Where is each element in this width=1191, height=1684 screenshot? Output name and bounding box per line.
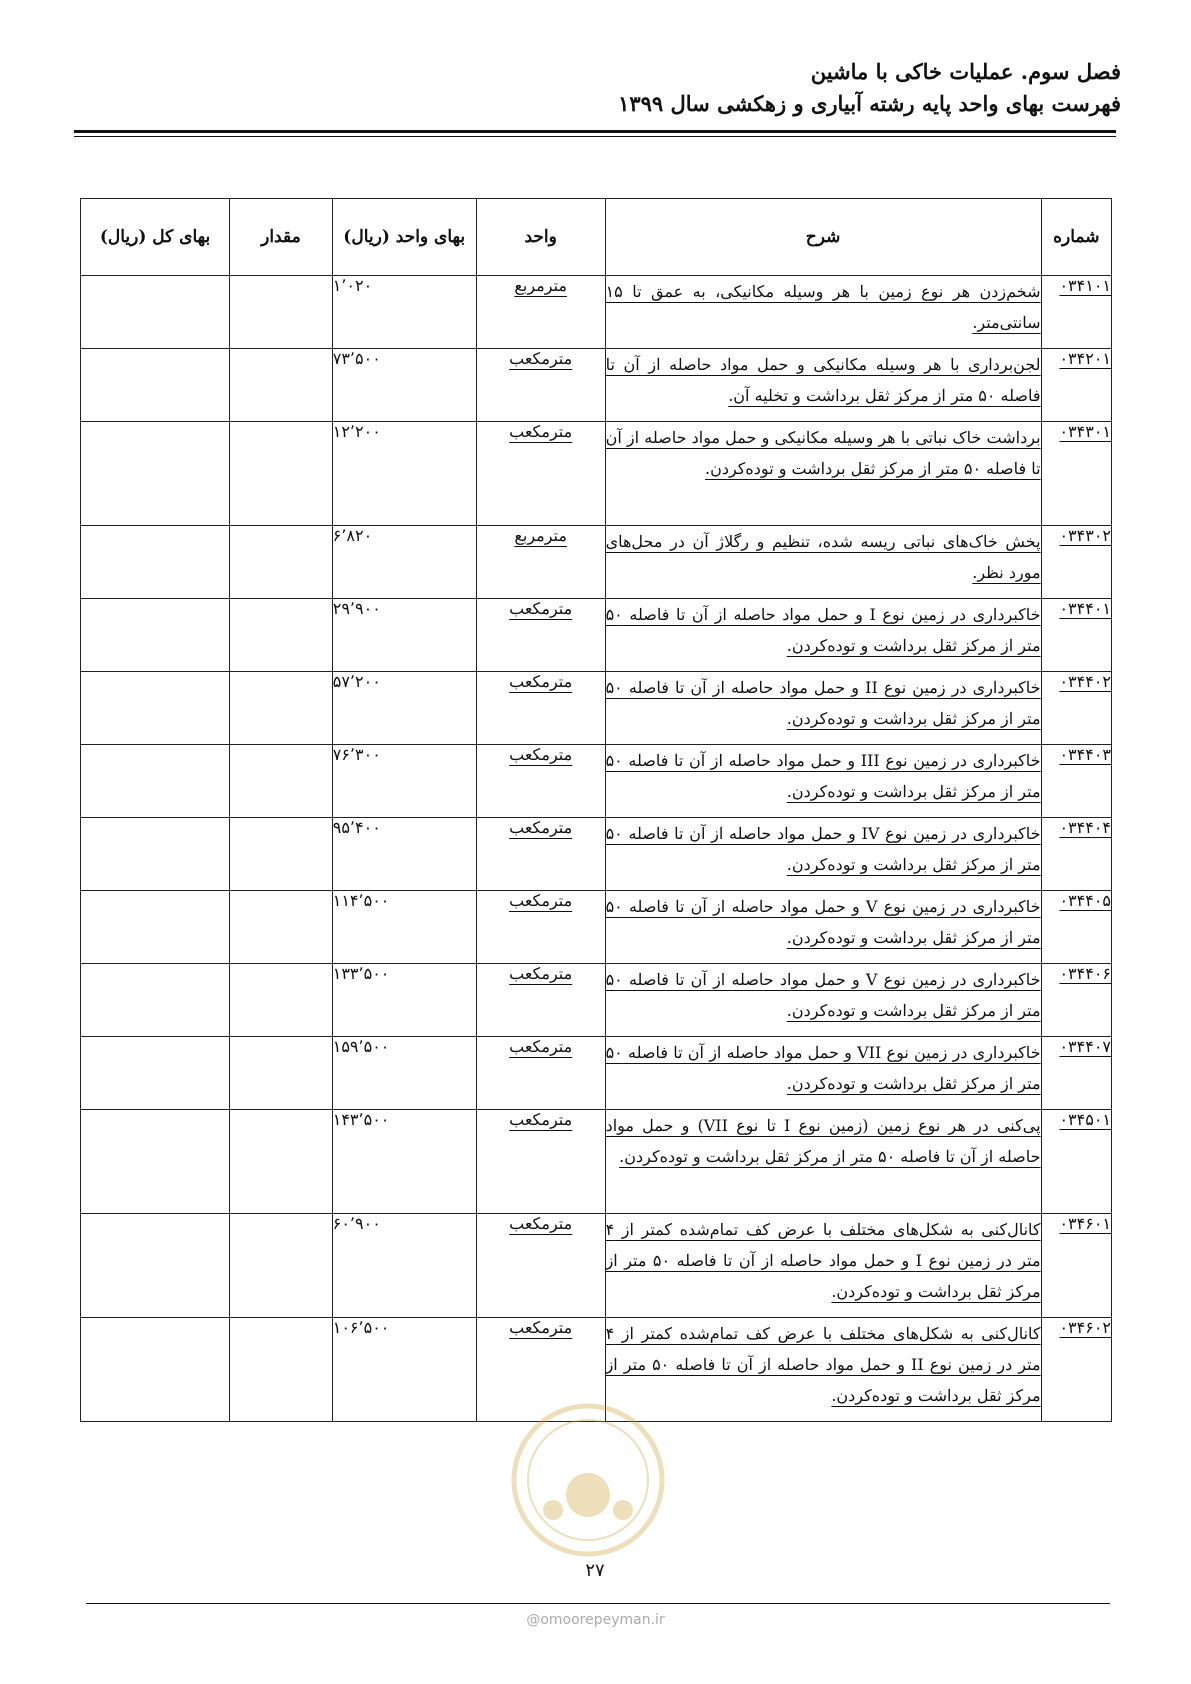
- table-row: [81, 1110, 1112, 1214]
- row-total: [81, 276, 230, 349]
- row-description-text: برداشت خاک نباتی با هر وسیله مکانیکی و حمل مواد حاصله از آن تا فاصله ۵۰ متر از مرکز ثقل برداشت و توده‌کردن.: [605, 428, 1041, 478]
- row-unit-price: ۱٬۰۲۰: [332, 276, 476, 349]
- row-code-text: ۰۳۴۲۰۱: [1059, 349, 1111, 368]
- row-unit-text: مترمکعب: [509, 1037, 573, 1056]
- row-total: [81, 818, 230, 891]
- row-total: [81, 1318, 230, 1422]
- row-code: [1041, 891, 1111, 964]
- header-description: شرح: [605, 199, 1041, 276]
- row-unit-price: ۱۲٬۲۰۰: [332, 422, 476, 526]
- row-quantity: [230, 1037, 333, 1110]
- row-code-text: ۰۳۴۶۰۲: [1059, 1318, 1111, 1337]
- row-unit-price: ۹۵٬۴۰۰: [332, 818, 476, 891]
- row-unit-price: ۱۵۹٬۵۰۰: [332, 1037, 476, 1110]
- page-header: [71, 56, 1121, 120]
- row-quantity: [230, 745, 333, 818]
- row-code-text: ۰۳۴۶۰۱: [1059, 1214, 1111, 1233]
- row-code: [1041, 964, 1111, 1037]
- row-code: [1041, 526, 1111, 599]
- row-unit-text: مترمکعب: [509, 818, 573, 837]
- row-quantity: [230, 818, 333, 891]
- row-unit-price: ۵۷٬۲۰۰: [332, 672, 476, 745]
- row-total: [81, 745, 230, 818]
- header-code: شماره: [1041, 199, 1111, 276]
- row-description-text: خاکبرداری در زمین نوع V و حمل مواد حاصله از آن تا فاصله ۵۰ متر از مرکز ثقل برداشت و توده‌کردن.: [605, 970, 1041, 1020]
- row-unit: [476, 891, 605, 964]
- website-watermark: @omoorepeyman.ir: [526, 1612, 665, 1628]
- table-body: [81, 276, 1112, 1422]
- price-list-table: [80, 198, 1112, 1422]
- row-description: [605, 422, 1041, 526]
- row-unit-price: ۱۳۳٬۵۰۰: [332, 964, 476, 1037]
- publisher-seal-watermark: [508, 1400, 668, 1560]
- table-row: [81, 349, 1112, 422]
- header-rule-thin: [74, 136, 1116, 137]
- row-unit-price: ۱۴۳٬۵۰۰: [332, 1110, 476, 1214]
- row-unit-text: مترمربع: [514, 276, 567, 295]
- row-quantity: [230, 1214, 333, 1318]
- row-unit-text: مترمکعب: [509, 1110, 573, 1129]
- row-description-text: پخش خاک‌های نباتی ریسه شده، تنظیم و رگلاژ آن در محل‌های مورد نظر.: [605, 532, 1041, 582]
- row-code-text: ۰۳۴۳۰۱: [1059, 422, 1111, 441]
- row-unit-text: مترمکعب: [509, 672, 573, 691]
- row-code: [1041, 818, 1111, 891]
- table-row: [81, 422, 1112, 526]
- row-code-text: ۰۳۴۴۰۷: [1059, 1037, 1111, 1056]
- header-unit: واحد: [476, 199, 605, 276]
- row-code: [1041, 422, 1111, 526]
- row-unit: [476, 349, 605, 422]
- row-code: [1041, 276, 1111, 349]
- table-row: [81, 964, 1112, 1037]
- row-unit-text: مترمکعب: [509, 745, 573, 764]
- row-code-text: ۰۳۴۳۰۲: [1059, 526, 1111, 545]
- row-description-text: خاکبرداری در زمین نوع VII و حمل مواد حاصله از آن تا فاصله ۵۰ متر از مرکز ثقل برداشت و توده‌کردن.: [605, 1043, 1041, 1093]
- row-code: [1041, 745, 1111, 818]
- table-row: [81, 1037, 1112, 1110]
- row-description: [605, 1214, 1041, 1318]
- row-code: [1041, 1110, 1111, 1214]
- header-total: بهای کل (ریال): [81, 199, 230, 276]
- row-total: [81, 349, 230, 422]
- row-total: [81, 964, 230, 1037]
- table-header-row: [81, 199, 1112, 276]
- row-description: [605, 818, 1041, 891]
- row-code: [1041, 1037, 1111, 1110]
- row-total: [81, 422, 230, 526]
- row-unit: [476, 964, 605, 1037]
- row-code-text: ۰۳۴۴۰۱: [1059, 599, 1111, 618]
- row-unit: [476, 672, 605, 745]
- row-description: [605, 1318, 1041, 1422]
- row-description-text: کانال‌کنی به شکل‌های مختلف با عرض کف تمام‌شده کمتر از ۴ متر در زمین نوع I و حمل مواد حاصله از آن تا فاصله ۵۰ متر از مرکز ثقل برداشت و توده‌کردن.: [605, 1220, 1041, 1301]
- footer-rule: [86, 1603, 1110, 1604]
- row-unit-price: ۱۱۴٬۵۰۰: [332, 891, 476, 964]
- row-code-text: ۰۳۴۴۰۳: [1059, 745, 1111, 764]
- row-unit-price: ۶۰٬۹۰۰: [332, 1214, 476, 1318]
- row-quantity: [230, 964, 333, 1037]
- row-description: [605, 599, 1041, 672]
- header-rule-thick: [74, 130, 1116, 133]
- table-row: [81, 672, 1112, 745]
- row-unit: [476, 526, 605, 599]
- row-total: [81, 672, 230, 745]
- row-unit-text: مترمکعب: [509, 422, 573, 441]
- row-unit-text: مترمکعب: [509, 349, 573, 368]
- table-row: [81, 526, 1112, 599]
- row-quantity: [230, 276, 333, 349]
- row-unit-text: مترمکعب: [509, 1318, 573, 1337]
- row-description: [605, 891, 1041, 964]
- row-description-text: شخم‌زدن هر نوع زمین با هر وسیله مکانیکی، به عمق تا ۱۵ سانتی‌متر.: [605, 282, 1041, 332]
- row-description-text: کانال‌کنی به شکل‌های مختلف با عرض کف تمام‌شده کمتر از ۴ متر در زمین نوع II و حمل مواد حاصله از آن تا فاصله ۵۰ متر از مرکز ثقل برداشت و توده‌کردن.: [605, 1324, 1041, 1405]
- table-row: [81, 276, 1112, 349]
- row-quantity: [230, 599, 333, 672]
- table-row: [81, 745, 1112, 818]
- row-code: [1041, 672, 1111, 745]
- row-total: [81, 1214, 230, 1318]
- row-unit-price: ۷۶٬۳۰۰: [332, 745, 476, 818]
- row-description: [605, 964, 1041, 1037]
- row-code: [1041, 1214, 1111, 1318]
- row-unit-text: مترمربع: [514, 526, 567, 545]
- row-quantity: [230, 422, 333, 526]
- row-description: [605, 672, 1041, 745]
- row-unit: [476, 599, 605, 672]
- row-quantity: [230, 349, 333, 422]
- row-total: [81, 891, 230, 964]
- row-unit: [476, 818, 605, 891]
- row-description: [605, 745, 1041, 818]
- row-unit: [476, 745, 605, 818]
- header-quantity: مقدار: [230, 199, 333, 276]
- row-code: [1041, 349, 1111, 422]
- row-unit: [476, 422, 605, 526]
- row-unit-text: مترمکعب: [509, 599, 573, 618]
- row-description-text: خاکبرداری در زمین نوع V و حمل مواد حاصله از آن تا فاصله ۵۰ متر از مرکز ثقل برداشت و توده‌کردن.: [605, 897, 1041, 947]
- row-code-text: ۰۳۴۴۰۶: [1059, 964, 1111, 983]
- row-quantity: [230, 891, 333, 964]
- row-unit-text: مترمکعب: [509, 891, 573, 910]
- row-description-text: خاکبرداری در زمین نوع III و حمل مواد حاصله از آن تا فاصله ۵۰ متر از مرکز ثقل برداشت و توده‌کردن.: [605, 751, 1041, 801]
- row-total: [81, 526, 230, 599]
- row-description-text: لجن‌برداری با هر وسیله مکانیکی و حمل مواد حاصله از آن تا فاصله ۵۰ متر از مرکز ثقل برداشت و تخلیه آن.: [605, 355, 1041, 405]
- row-code: [1041, 599, 1111, 672]
- row-total: [81, 1110, 230, 1214]
- row-quantity: [230, 526, 333, 599]
- row-unit-text: مترمکعب: [509, 964, 573, 983]
- row-unit: [476, 1037, 605, 1110]
- row-code-text: ۰۳۴۱۰۱: [1059, 276, 1111, 295]
- row-description: [605, 526, 1041, 599]
- table-row: [81, 1214, 1112, 1318]
- page-number: ۲۷: [585, 1560, 605, 1581]
- row-unit-price: ۲۹٬۹۰۰: [332, 599, 476, 672]
- row-unit: [476, 1110, 605, 1214]
- row-description-text: خاکبرداری در زمین نوع II و حمل مواد حاصله از آن تا فاصله ۵۰ متر از مرکز ثقل برداشت و توده‌کردن.: [605, 678, 1041, 728]
- row-unit-price: ۶٬۸۲۰: [332, 526, 476, 599]
- row-description: [605, 349, 1041, 422]
- row-description: [605, 276, 1041, 349]
- table-row: [81, 891, 1112, 964]
- row-code-text: ۰۳۴۵۰۱: [1059, 1110, 1111, 1129]
- row-quantity: [230, 1318, 333, 1422]
- row-description-text: خاکبرداری در زمین نوع I و حمل مواد حاصله از آن تا فاصله ۵۰ متر از مرکز ثقل برداشت و توده‌کردن.: [605, 605, 1041, 655]
- document-title: فهرست بهای واحد پایه رشته آبیاری و زهکشی سال ۱۳۹۹: [618, 91, 1121, 116]
- header-unit-price: بهای واحد (ریال): [332, 199, 476, 276]
- row-code: [1041, 1318, 1111, 1422]
- row-unit-price: ۷۳٬۵۰۰: [332, 349, 476, 422]
- row-code-text: ۰۳۴۴۰۲: [1059, 672, 1111, 691]
- row-quantity: [230, 672, 333, 745]
- chapter-title: فصل سوم. عملیات خاکی با ماشین: [810, 59, 1121, 84]
- row-unit: [476, 1214, 605, 1318]
- row-total: [81, 1037, 230, 1110]
- table-row: [81, 818, 1112, 891]
- row-code-text: ۰۳۴۴۰۴: [1059, 818, 1111, 837]
- row-unit: [476, 276, 605, 349]
- row-description: [605, 1110, 1041, 1214]
- row-description-text: خاکبرداری در زمین نوع IV و حمل مواد حاصله از آن تا فاصله ۵۰ متر از مرکز ثقل برداشت و توده‌کردن.: [605, 824, 1041, 874]
- row-description-text: پی‌کنی در هر نوع زمین (زمین نوع I تا نوع VII) و حمل مواد حاصله از آن تا فاصله ۵۰ متر از مرکز ثقل برداشت و توده‌کردن.: [605, 1116, 1041, 1166]
- row-quantity: [230, 1110, 333, 1214]
- row-unit-text: مترمکعب: [509, 1214, 573, 1233]
- table-row: [81, 599, 1112, 672]
- row-code-text: ۰۳۴۴۰۵: [1059, 891, 1111, 910]
- row-total: [81, 599, 230, 672]
- row-description: [605, 1037, 1041, 1110]
- row-unit-price: ۱۰۶٬۵۰۰: [332, 1318, 476, 1422]
